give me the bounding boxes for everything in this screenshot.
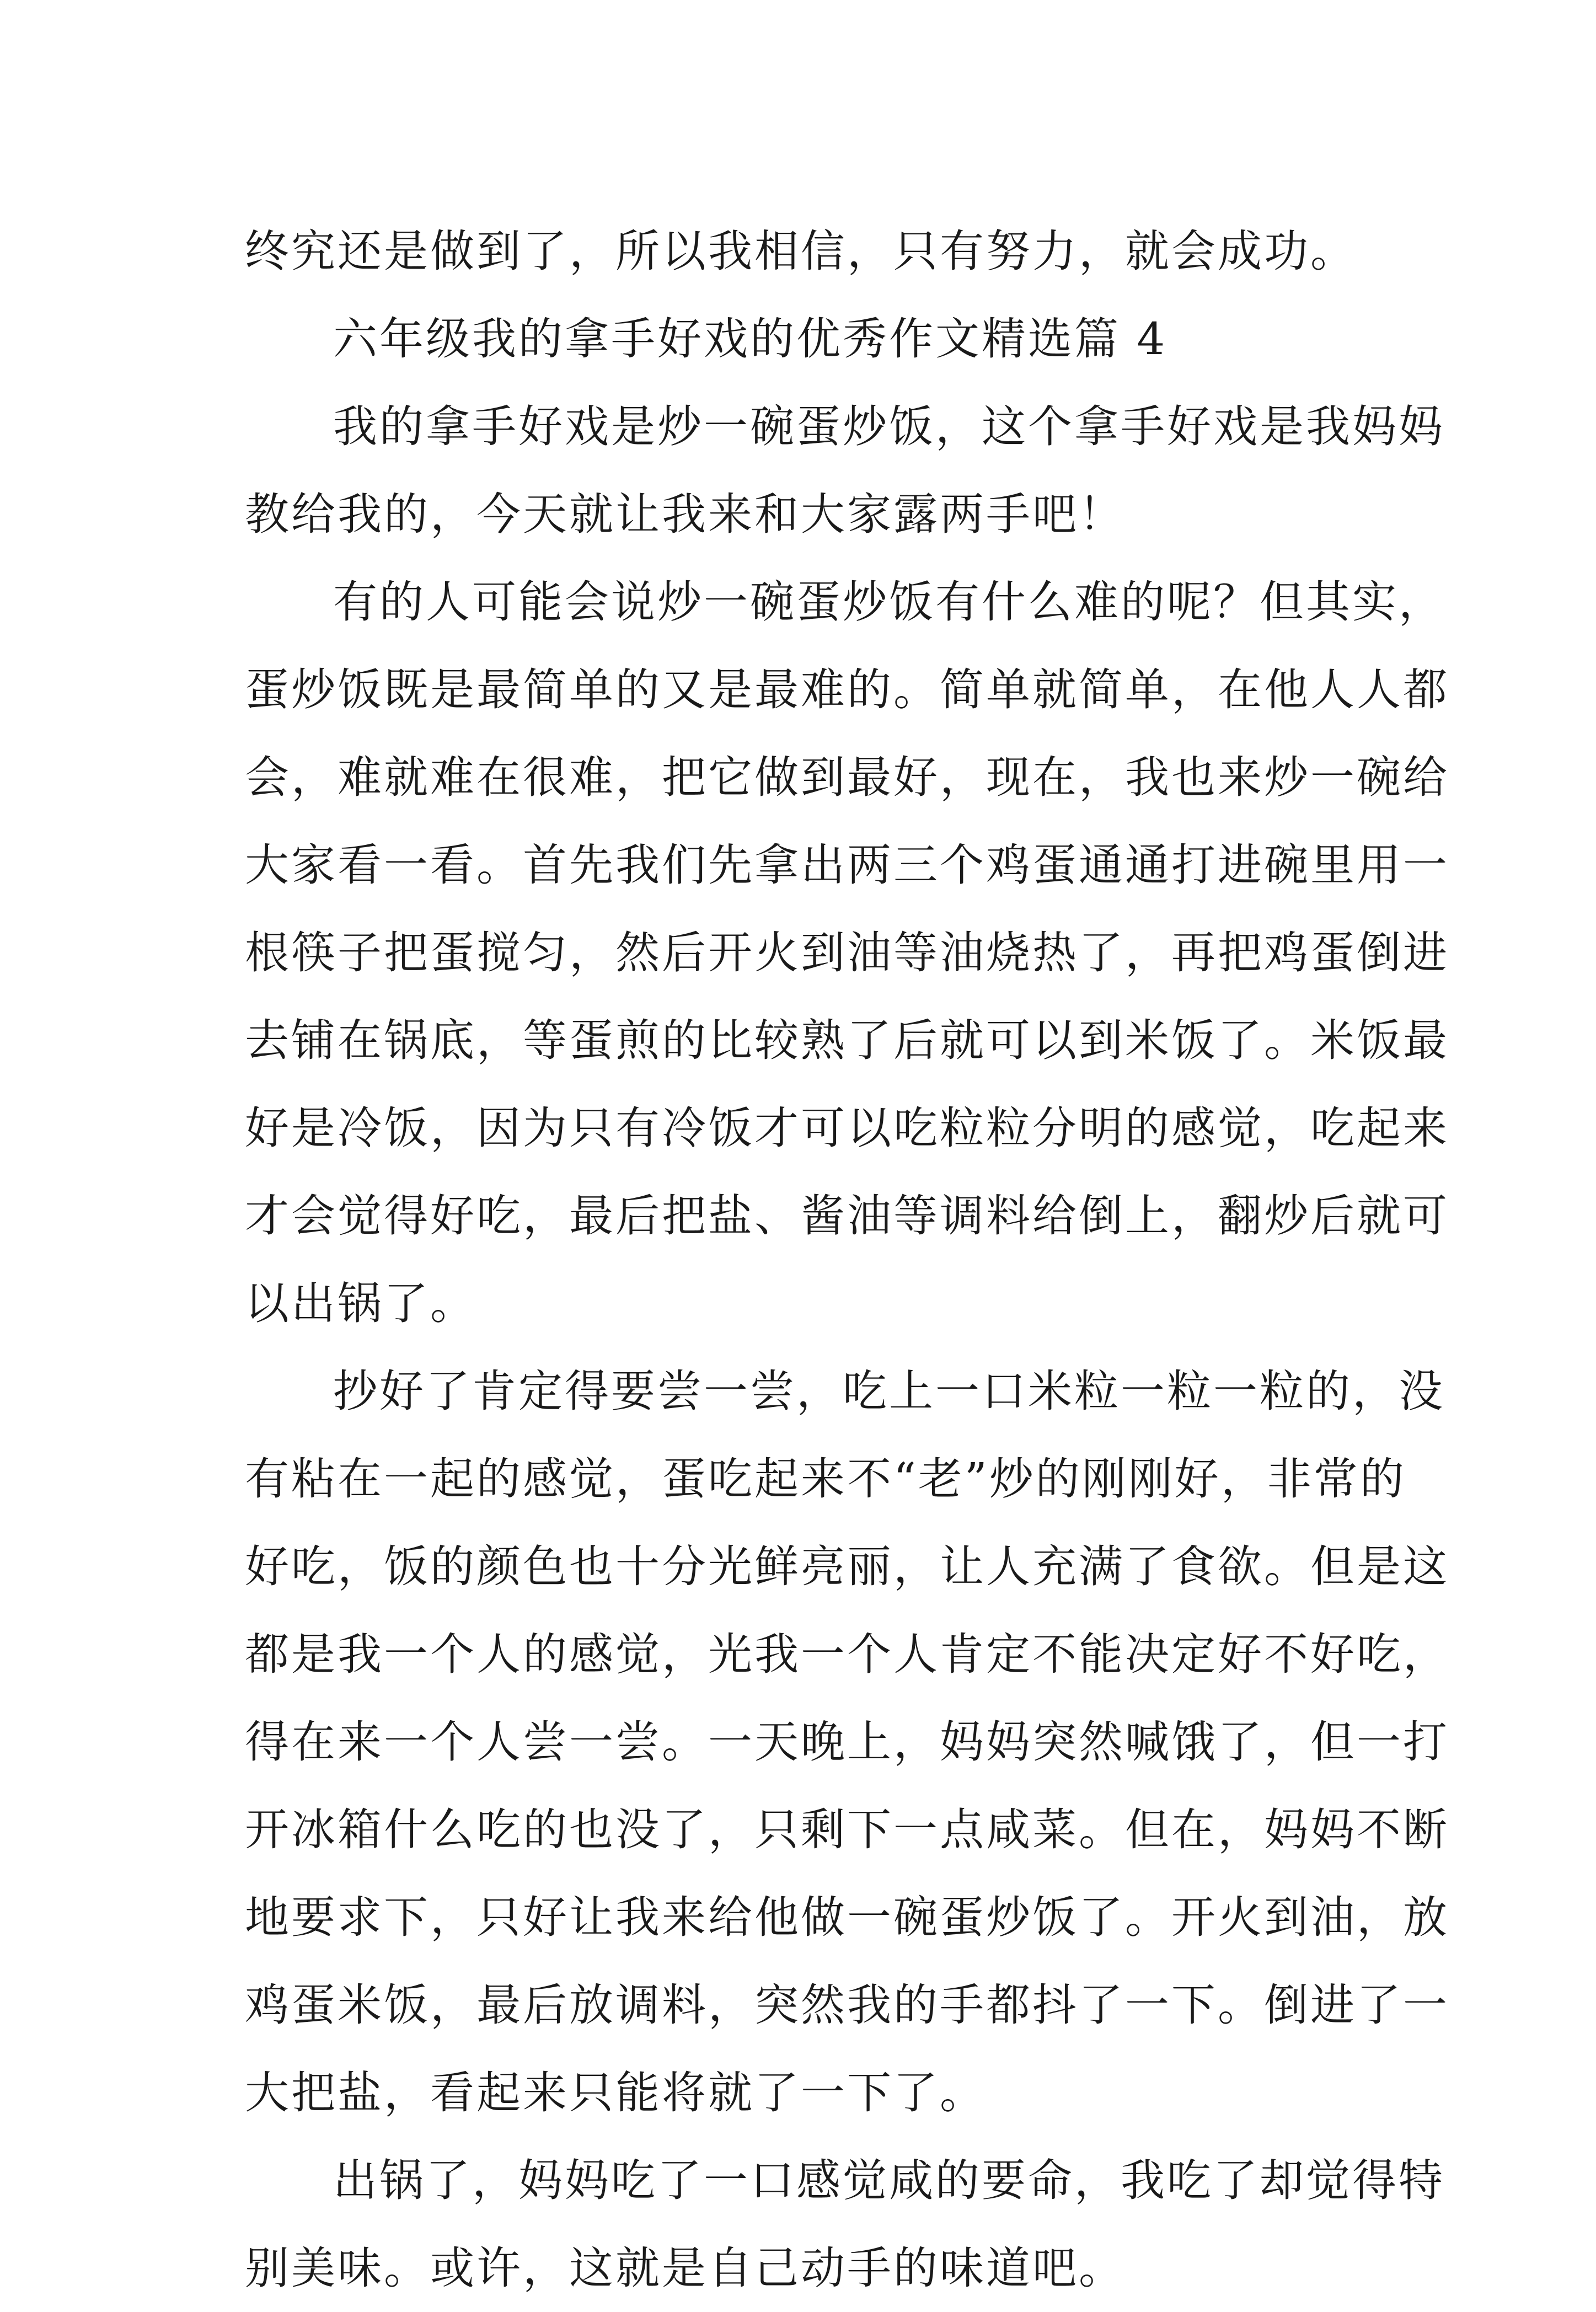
text-line: 出锅了，妈妈吃了一口感觉咸的要命，我吃了却觉得特 <box>333 2155 1445 2206</box>
text-line: 鸡蛋米饭，最后放调料，突然我的手都抖了一下。倒进了一 <box>245 1979 1449 2031</box>
text-line: 会，难就难在很难，把它做到最好，现在，我也来炒一碗给 <box>245 752 1449 803</box>
text-line: 蛋炒饭既是最简单的又是最难的。简单就简单，在他人人都 <box>245 664 1449 715</box>
text-line: 有粘在一起的感觉，蛋吃起来不“老”炒的刚刚好，非常的 <box>245 1453 1406 1505</box>
text-line: 地要求下，只好让我来给他做一碗蛋炒饭了。开火到油，放 <box>245 1892 1449 1943</box>
text-line: 根筷子把蛋搅匀，然后开火到油等油烧热了，再把鸡蛋倒进 <box>245 927 1449 978</box>
text-line: 得在来一个人尝一尝。一天晚上，妈妈突然喊饿了，但一打 <box>245 1716 1449 1768</box>
text-line: 抄好了肯定得要尝一尝，吃上一口米粒一粒一粒的，没 <box>333 1366 1445 1417</box>
text-line: 去铺在锅底，等蛋煎的比较熟了后就可以到米饭了。米饭最 <box>245 1015 1449 1066</box>
text-line: 开冰箱什么吃的也没了，只剩下一点咸菜。但在，妈妈不断 <box>245 1804 1449 1855</box>
text-line: 大家看一看。首先我们先拿出两三个鸡蛋通通打进碗里用一 <box>245 839 1449 891</box>
text-line: 好吃，饭的颜色也十分光鲜亮丽，让人充满了食欲。但是这 <box>245 1541 1449 1592</box>
essay-body <box>245 207 1449 2312</box>
text-line: 六年级我的拿手好戏的优秀作文精选篇 4 <box>333 313 1167 365</box>
text-line: 好是冷饭，因为只有冷饭才可以吃粒粒分明的感觉，吃起来 <box>245 1103 1449 1154</box>
text-line: 才会觉得好吃，最后把盐、酱油等调料给倒上，翻炒后就可 <box>245 1190 1449 1241</box>
text-line: 我的拿手好戏是炒一碗蛋炒饭，这个拿手好戏是我妈妈 <box>333 401 1445 452</box>
text-line: 都是我一个人的感觉，光我一个人肯定不能决定好不好吃， <box>245 1629 1449 1680</box>
text-line: 有的人可能会说炒一碗蛋炒饭有什么难的呢？但其实， <box>333 576 1445 628</box>
text-line: 以出锅了。 <box>245 1278 476 1329</box>
text-line: 大把盐，看起来只能将就了一下了。 <box>245 2067 986 2118</box>
text-line: 教给我的，今天就让我来和大家露两手吧！ <box>245 489 1125 540</box>
text-line: 终究还是做到了，所以我相信，只有努力，就会成功。 <box>245 226 1357 277</box>
text-line: 别美味。或许，这就是自己动手的味道吧。 <box>245 2243 1125 2294</box>
